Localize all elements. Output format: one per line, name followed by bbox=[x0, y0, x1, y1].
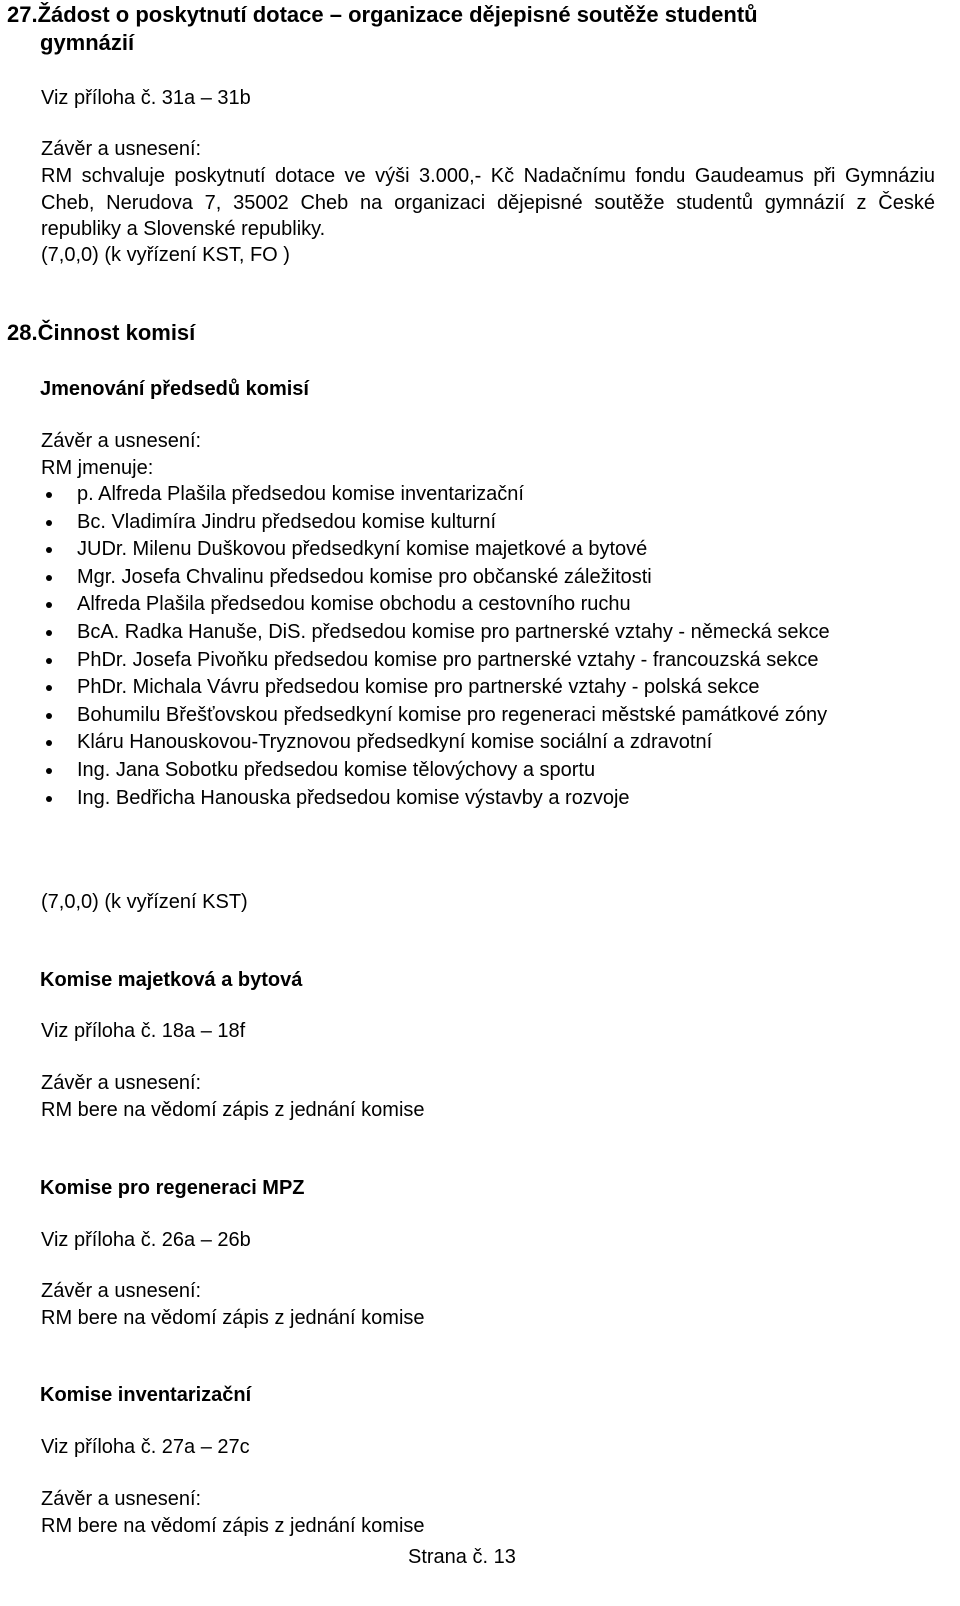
section-27-title-line2: gymnázií bbox=[40, 30, 135, 55]
list-item: Bohumilu Břešťovskou předsedkyní komise pro regeneraci městské památkové zóny bbox=[0, 702, 935, 728]
section-27-resolution: RM schvaluje poskytnutí dotace ve výši 3.000,- Kč Nadačnímu fondu Gaudeamus při Gymnáziu Cheb, Nerudova 7, 35002 Cheb na organizaci dějepisné soutěže studentů gymnázií z České republiky a Slovenské republiky. bbox=[41, 165, 935, 240]
section-28-number: 28. bbox=[7, 320, 38, 345]
list-item: Ing. Jana Sobotku předsedou komise tělovýchovy a sportu bbox=[0, 757, 935, 783]
appointment-vote: (7,0,0) (k vyřízení KST) bbox=[41, 891, 248, 913]
section-28-title bbox=[7, 319, 195, 347]
appointment-list-container bbox=[0, 481, 935, 812]
property-committee-attachment: Viz příloha č. 18a – 18f bbox=[41, 1020, 246, 1042]
section-27-attachment: Viz příloha č. 31a – 31b bbox=[41, 87, 251, 109]
regeneration-committee-attachment: Viz příloha č. 26a – 26b bbox=[41, 1229, 251, 1251]
property-committee-conclusion-label: Závěr a usnesení: bbox=[41, 1072, 202, 1094]
list-item: BcA. Radka Hanuše, DiS. předsedou komise pro partnerské vztahy - německá sekce bbox=[0, 619, 935, 645]
section-27-vote: (7,0,0) (k vyřízení KST, FO ) bbox=[41, 244, 290, 266]
list-item: PhDr. Josefa Pivoňku předsedou komise pro partnerské vztahy - francouzská sekce bbox=[0, 647, 935, 673]
list-item: Mgr. Josefa Chvalinu předsedou komise pro občanské záležitosti bbox=[0, 564, 935, 590]
section-27-conclusion-label: Závěr a usnesení: bbox=[41, 138, 202, 160]
bullet-icon bbox=[46, 575, 52, 581]
list-item: Alfreda Plašila předsedou komise obchodu a cestovního ruchu bbox=[0, 591, 935, 617]
list-item: JUDr. Milenu Duškovou předsedkyní komise majetkové a bytové bbox=[0, 536, 935, 562]
property-committee-resolution: RM bere na vědomí zápis z jednání komise bbox=[41, 1099, 425, 1121]
bullet-icon bbox=[46, 685, 52, 691]
appointment-intro: RM jmenuje: bbox=[41, 457, 154, 479]
regeneration-committee-resolution: RM bere na vědomí zápis z jednání komise bbox=[41, 1307, 425, 1329]
bullet-icon bbox=[46, 492, 52, 498]
appointment-heading: Jmenování předsedů komisí bbox=[40, 378, 309, 400]
regeneration-committee-conclusion-label: Závěr a usnesení: bbox=[41, 1280, 202, 1302]
bullet-icon bbox=[46, 630, 52, 636]
list-item: Bc. Vladimíra Jindru předsedou komise kulturní bbox=[0, 509, 935, 535]
bullet-icon bbox=[46, 768, 52, 774]
inventory-committee-conclusion-label: Závěr a usnesení: bbox=[41, 1488, 202, 1510]
inventory-committee-attachment: Viz příloha č. 27a – 27c bbox=[41, 1436, 250, 1458]
bullet-icon bbox=[46, 796, 52, 802]
appointment-items bbox=[0, 481, 935, 811]
list-item: Ing. Bedřicha Hanouska předsedou komise výstavby a rozvoje bbox=[0, 785, 935, 811]
bullet-icon bbox=[46, 713, 52, 719]
list-item: Kláru Hanouskovou-Tryznovou předsedkyní komise sociální a zdravotní bbox=[0, 729, 935, 755]
bullet-icon bbox=[46, 547, 52, 553]
bullet-icon bbox=[46, 740, 52, 746]
bullet-icon bbox=[46, 658, 52, 664]
inventory-committee-resolution: RM bere na vědomí zápis z jednání komise bbox=[41, 1515, 425, 1537]
property-committee-heading: Komise majetková a bytová bbox=[40, 969, 303, 991]
page-number: Strana č. 13 bbox=[408, 1546, 516, 1568]
bullet-icon bbox=[46, 520, 52, 526]
section-28-title-text: Činnost komisí bbox=[37, 320, 196, 345]
section-27-title-line1: 27.Žádost o poskytnutí dotace – organizace dějepisné soutěže studentů bbox=[7, 2, 758, 27]
bullet-icon bbox=[46, 602, 52, 608]
inventory-committee-heading: Komise inventarizační bbox=[40, 1384, 252, 1406]
list-item: PhDr. Michala Vávru předsedou komise pro partnerské vztahy - polská sekce bbox=[0, 674, 935, 700]
regeneration-committee-heading: Komise pro regeneraci MPZ bbox=[40, 1177, 305, 1199]
appointment-conclusion-label: Závěr a usnesení: bbox=[41, 430, 202, 452]
list-item: p. Alfreda Plašila předsedou komise inventarizační bbox=[0, 481, 935, 507]
